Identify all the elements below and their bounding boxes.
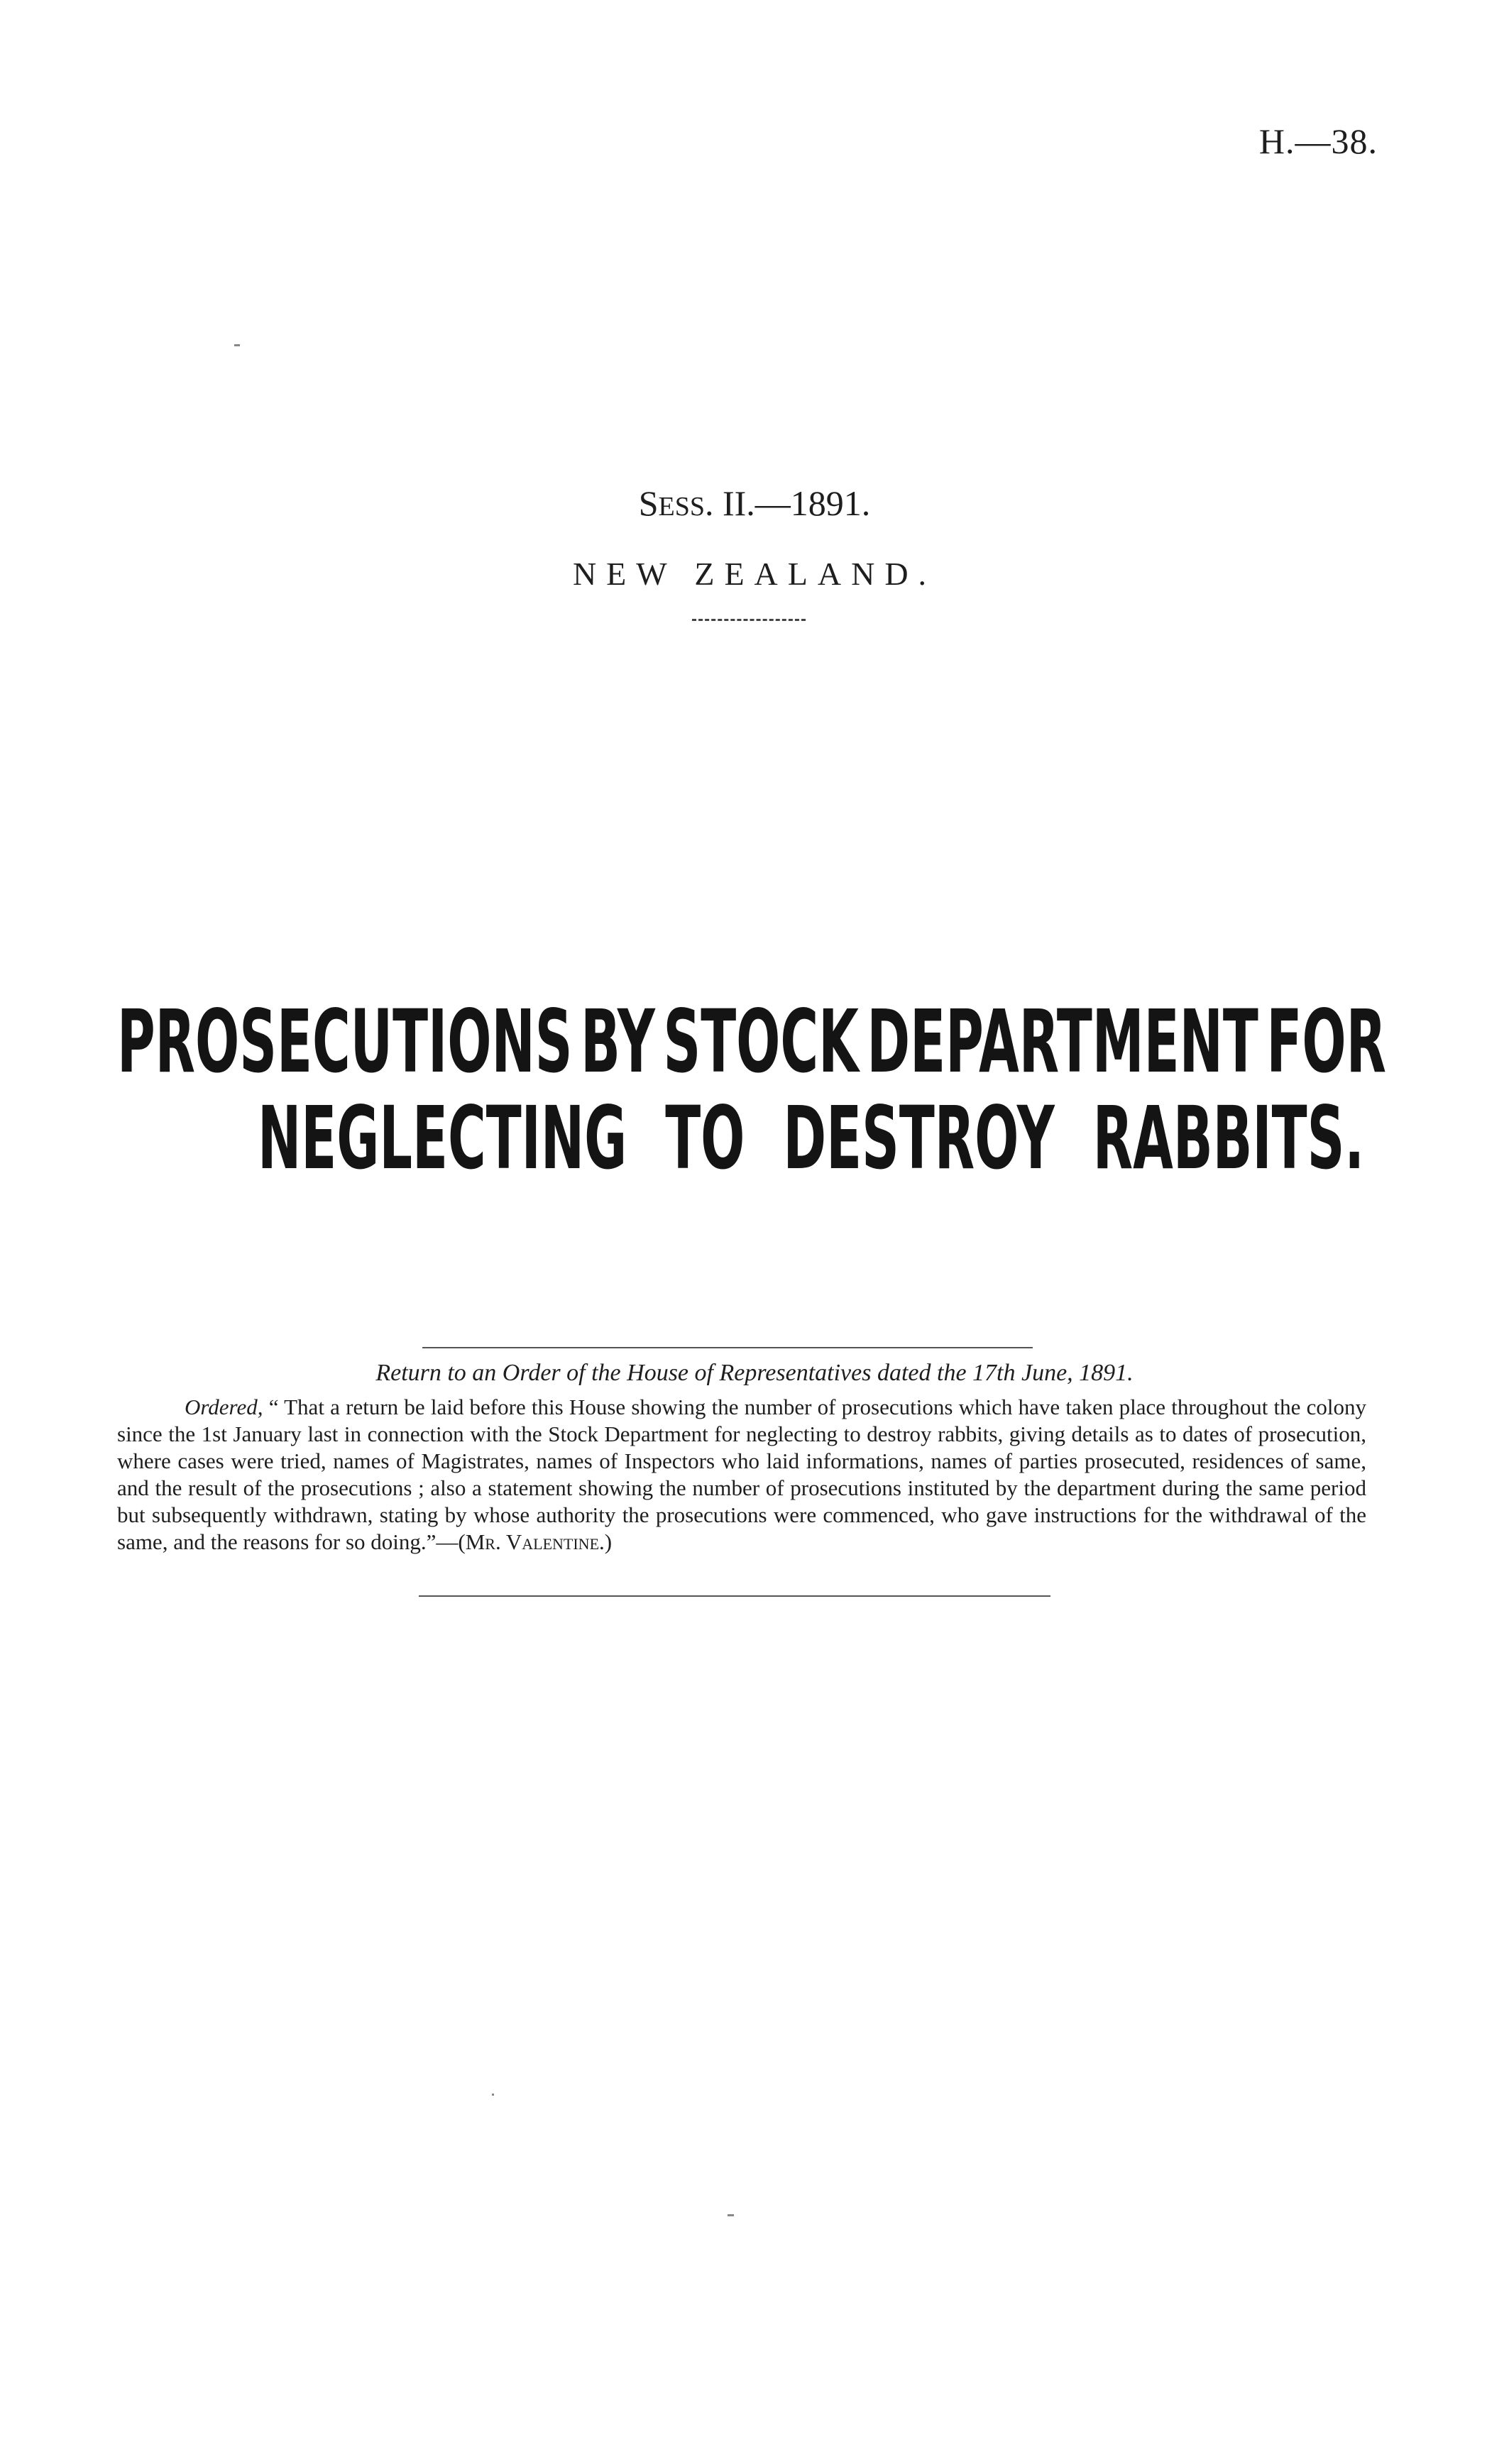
- order-text: “ That a return be laid before this House showing the number of prosecutions which have taken place throughout the colony since the 1st January last in connection with the Stock Department for neglecting to destroy rabbits, giving details as to dates of prosecution, where cases were tried, names of Magistrates, names of Inspectors who laid informations, names of parties prosecuted, residences of same, and the result of the prosecutions ; also a statement showing the number of prosecutions instituted by the department during the same period but subsequently withdrawn, stating by whose authority the prosecutions were commenced, who gave instructions for the withdrawal of the same, and the reasons for so doing.”—(: [117, 1395, 1366, 1554]
- page-reference: H.—38.: [1258, 121, 1378, 161]
- session-number: . II.—1891.: [704, 483, 871, 523]
- title-line-1: [117, 991, 1386, 1092]
- title-word: NEGLECTING: [258, 1088, 627, 1189]
- scan-speck: [234, 344, 240, 346]
- title-line-2: [117, 1090, 1509, 1187]
- session-prefix-rest: ESS: [658, 492, 705, 522]
- document-title: [117, 991, 1386, 1189]
- title-word: DEPARTMENT: [867, 991, 1258, 1092]
- title-word: PROSECUTIONS: [117, 991, 573, 1092]
- mover-name: Mr. Valentine: [465, 1529, 600, 1554]
- scan-speck: [492, 2094, 494, 2096]
- ordered-label: Ordered,: [185, 1395, 263, 1419]
- order-paragraph: [117, 1394, 1366, 1556]
- session-line: [0, 483, 1509, 524]
- title-word: STOCK: [663, 991, 859, 1092]
- bottom-rule: [419, 1595, 1050, 1597]
- top-rule: [422, 1347, 1033, 1348]
- order-closing: .): [599, 1529, 613, 1554]
- session-prefix-initial: S: [638, 483, 659, 523]
- title-word: BY: [581, 991, 655, 1092]
- return-line: Return to an Order of the House of Representatives dated the 17th June, 1891.: [375, 1360, 1134, 1386]
- title-word: FOR: [1266, 991, 1386, 1092]
- title-word: RABBITS.: [1092, 1088, 1365, 1189]
- country-heading: NEW ZEALAND.: [572, 556, 937, 592]
- scan-speck: [728, 2214, 734, 2216]
- title-word: DESTROY: [783, 1088, 1055, 1189]
- title-word: TO: [665, 1088, 745, 1189]
- heading-divider: [692, 619, 806, 621]
